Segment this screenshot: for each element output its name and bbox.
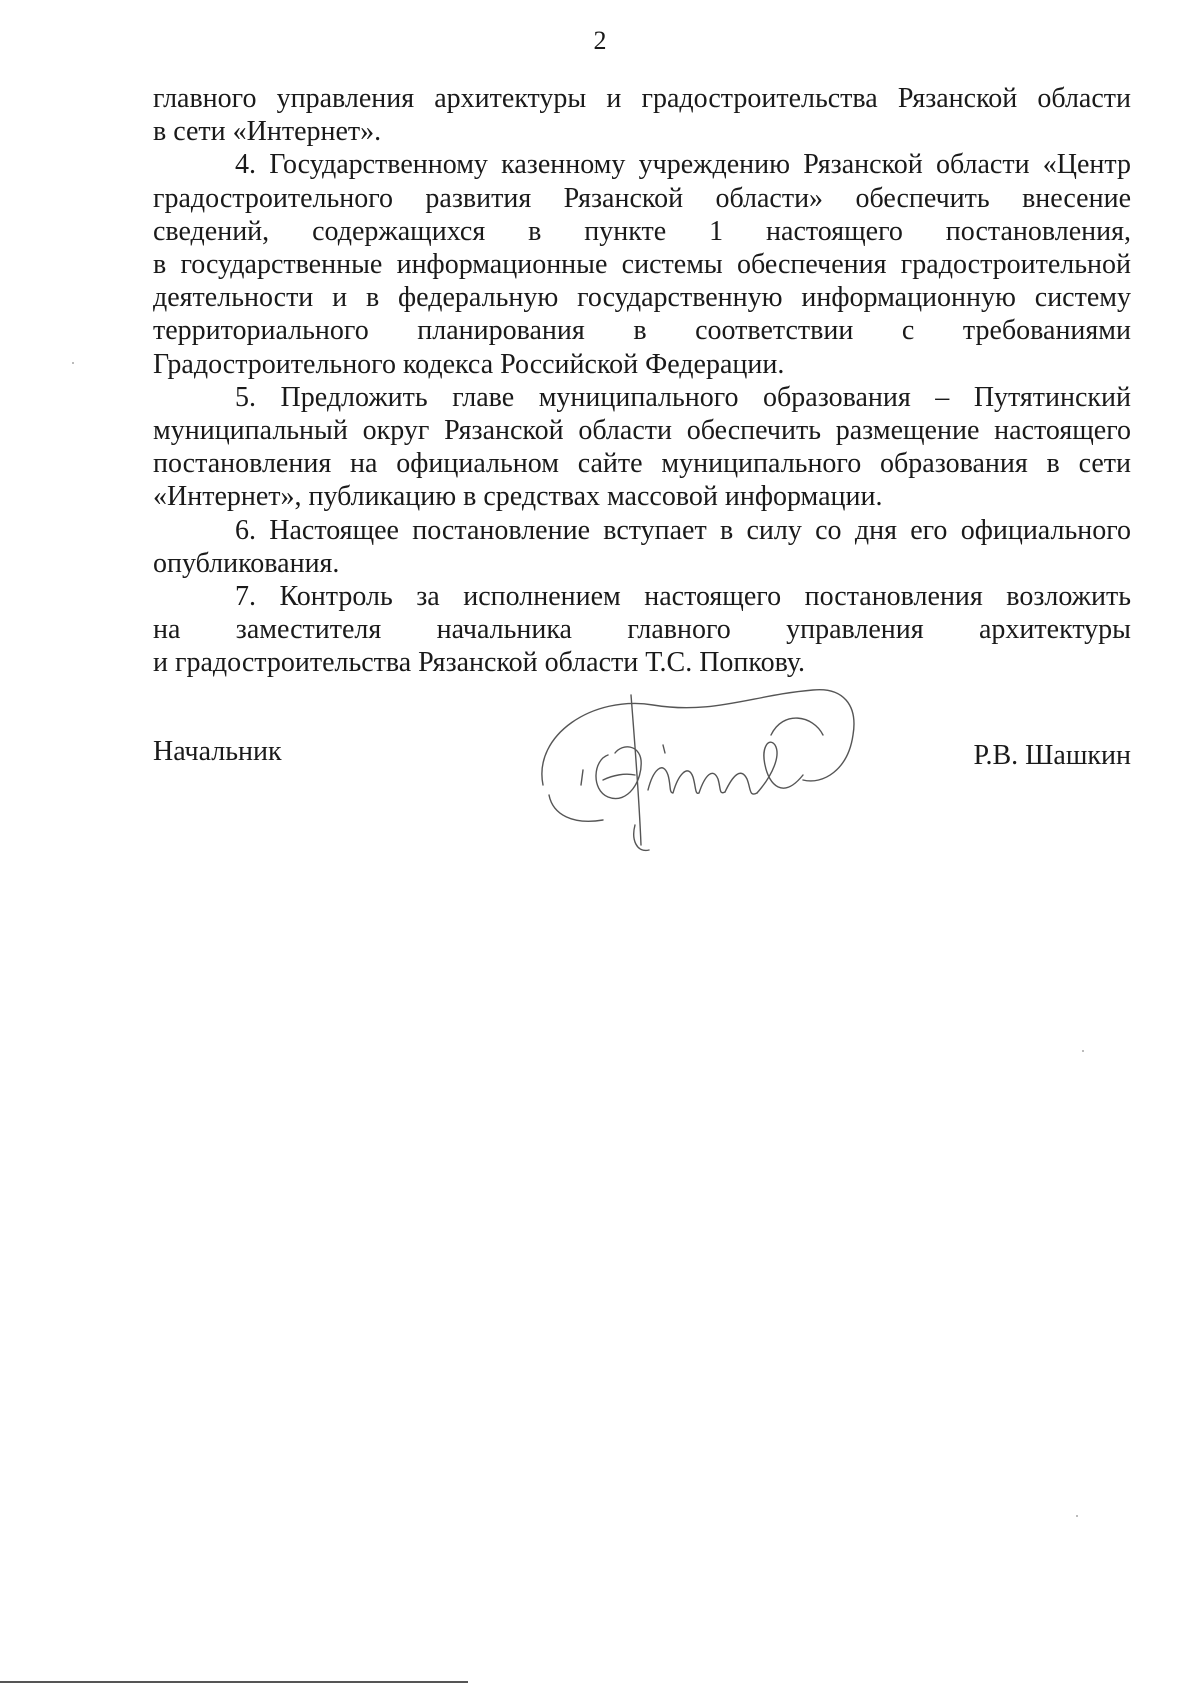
- text-line: Градостроительного кодекса Российской Федерации.: [153, 348, 785, 380]
- signature-block: [153, 725, 1131, 855]
- text-line: муниципальный округ Рязанской области обеспечить размещение настоящего: [153, 415, 1131, 447]
- text-line: в сети «Интернет».: [153, 116, 382, 148]
- text-line: постановления на официальном сайте муниципального образования в сети: [153, 448, 1131, 480]
- text-line: на заместителя начальника главного управления архитектуры: [153, 614, 1131, 646]
- text-line: главного управления архитектуры и градостроительства Рязанской области: [153, 83, 1131, 114]
- handwritten-signature: [513, 675, 913, 865]
- text-line: градостроительного развития Рязанской области» обеспечить внесение: [153, 182, 1131, 214]
- page-number: 2: [593, 26, 607, 55]
- text-line: и градостроительства Рязанской области Т.С. Попкову.: [153, 647, 806, 679]
- signatory-name: Р.В. Шашкин: [973, 740, 1131, 771]
- paragraph-6-line: 6. Настоящее постановление вступает в силу со дня его официального: [235, 514, 1131, 546]
- text-line: деятельности и в федеральную государственную информационную систему: [153, 282, 1131, 314]
- paragraph-4-line: 4. Государственному казенному учреждению Рязанской области «Центр: [235, 149, 1131, 181]
- paragraph-5-line: 5. Предложить главе муниципального образования – Путятинский: [235, 381, 1131, 413]
- signatory-title: Начальник: [153, 736, 282, 767]
- footer-rule: [0, 1681, 468, 1683]
- scan-speck: [1076, 1515, 1078, 1517]
- paragraph-7-line: 7. Контроль за исполнением настоящего постановления возложить: [235, 581, 1131, 613]
- text-line: территориального планирования в соответствии с требованиями: [153, 315, 1131, 347]
- scan-speck: [1082, 1050, 1084, 1052]
- text-line: «Интернет», публикацию в средствах массовой информации.: [153, 481, 883, 513]
- text-line: опубликования.: [153, 547, 340, 579]
- text-line: в государственные информационные системы обеспечения градостроительной: [153, 249, 1131, 281]
- text-line: сведений, содержащихся в пункте 1 настоящего постановления,: [153, 215, 1131, 247]
- document-body: [153, 82, 1131, 680]
- scan-speck: [72, 362, 74, 364]
